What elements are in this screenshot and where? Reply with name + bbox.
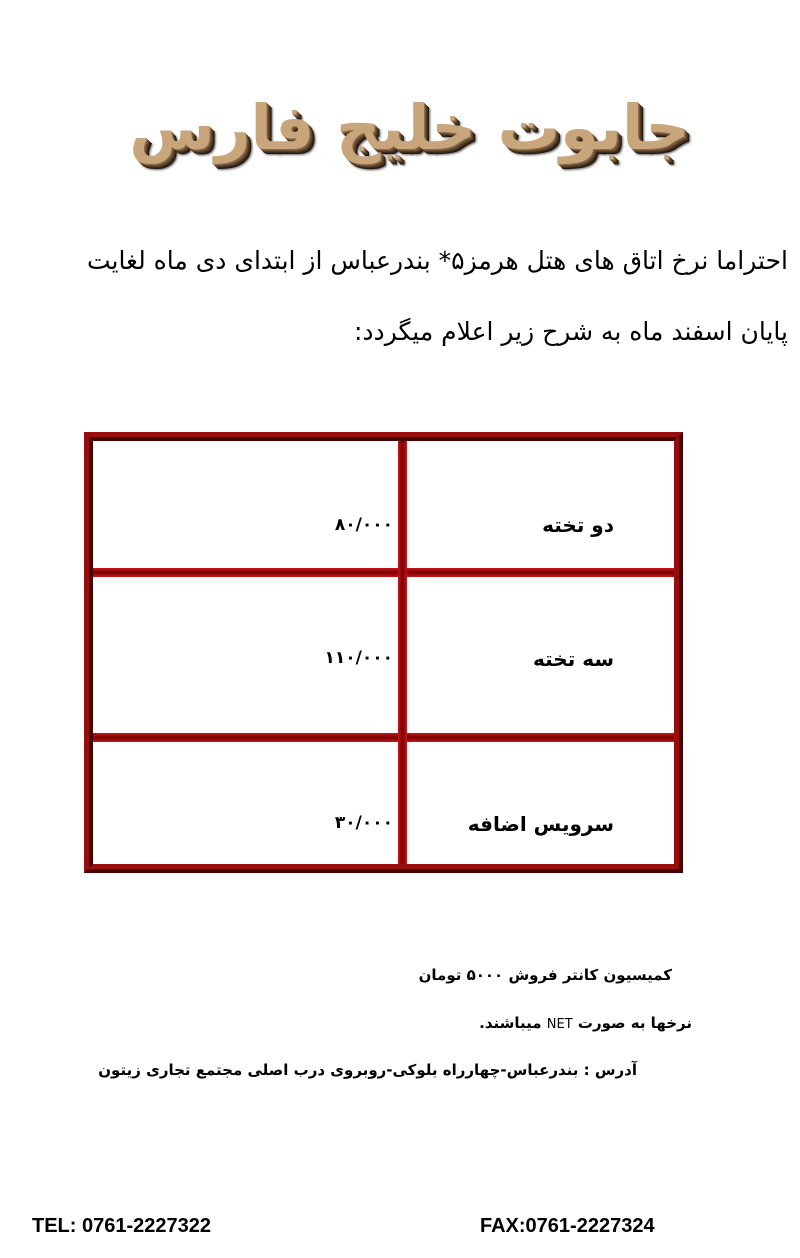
net-word: NET [546,1017,573,1032]
room-rate-value: ۱۱۰/۰۰۰ [324,648,393,668]
room-type-label: دو تخته [542,513,614,537]
rate-table [84,432,683,873]
company-logo: جابوت خلیج فارس [129,91,690,164]
table-row [93,572,674,737]
table-column-divider [398,441,407,864]
room-rate-value: ۳۰/۰۰۰ [334,813,393,833]
commission-note: کمیسیون کانتر فروش ۵۰۰۰ تومان [418,966,672,984]
net-rate-note [332,1014,692,1032]
net-note-suffix: میباشند. [479,1014,542,1032]
address-note: آدرس : بندرعباس-چهارراه بلوکی-روبروی درب اصلی مجتمع تجاری زیتون [98,1061,637,1079]
table-row [93,441,674,572]
room-type-label: سه تخته [533,647,614,671]
table-divider [93,733,674,742]
intro-line-2: پایان اسفند ماه به شرح زیر اعلام میگردد: [354,317,788,346]
room-rate-value: ۸۰/۰۰۰ [334,515,393,535]
table-row [93,737,674,864]
fax-number: FAX:0761-2227324 [480,1215,655,1237]
intro-line-1: احتراما نرخ اتاق های هتل هرمز۵* بندرعباس از ابتدای دی ماه لغایت [86,246,788,275]
room-type-label: سرویس اضافه [467,812,614,836]
table-divider [93,568,674,577]
net-note-prefix: نرخها به صورت [577,1014,692,1032]
telephone-number: TEL: 0761-2227322 [32,1215,212,1237]
